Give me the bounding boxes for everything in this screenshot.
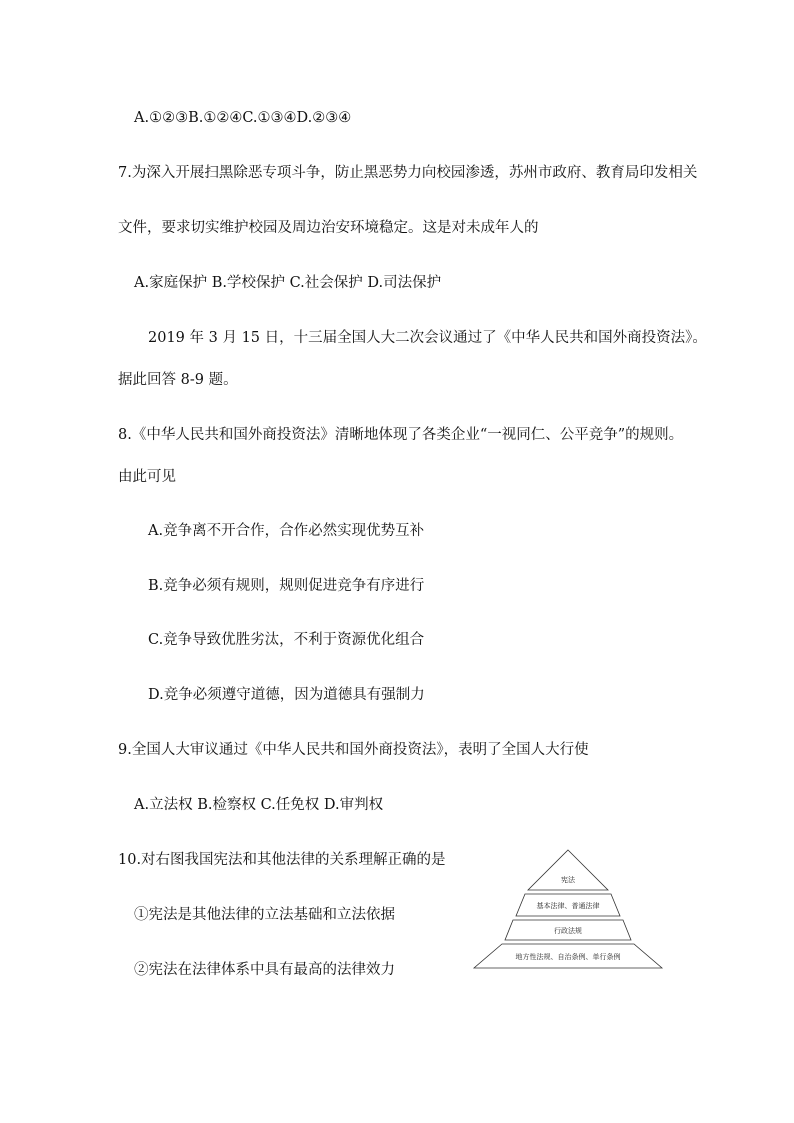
- q8-stem-line2: 由此可见: [118, 469, 176, 485]
- law-hierarchy-pyramid: [470, 848, 666, 972]
- q7-stem-line1: 7.为深入开展扫黑除恶专项斗争，防止黑恶势力向校园渗透，苏州市政府、教育局印发相关: [118, 165, 698, 181]
- pyramid-tier-1: [528, 850, 608, 890]
- material-line1: 2019 年 3 月 15 日，十三届全国人大二次会议通过了《中华人民共和国外商投资法》。: [148, 330, 707, 346]
- q8-option-a: A.竞争离不开合作，合作必然实现优势互补: [148, 523, 425, 539]
- q9-stem: 9.全国人大审议通过《中华人民共和国外商投资法》，表明了全国人大行使: [118, 742, 589, 758]
- q8-stem-line1: 8.《中华人民共和国外商投资法》清晰地体现了各类企业“一视同仁、公平竞争”的规则。: [118, 427, 684, 443]
- q9-options: A.立法权 B.检察权 C.任免权 D.审判权: [134, 797, 384, 813]
- q10-item-2: ②宪法在法律体系中具有最高的法律效力: [134, 962, 395, 978]
- q8-option-b: B.竞争必须有规则，规则促进竞争有序进行: [148, 578, 425, 594]
- pyramid-tier-3-label: 行政法规: [554, 927, 582, 935]
- pyramid-tier-2-label: 基本法律、普通法律: [536, 902, 600, 910]
- q10-stem: 10.对右图我国宪法和其他法律的关系理解正确的是: [118, 852, 446, 868]
- pyramid-tier-4-label: 地方性法规、自治条例、单行条例: [515, 953, 621, 961]
- q8-option-c: C.竞争导致优胜劣汰，不利于资源优化组合: [148, 632, 425, 648]
- pyramid-tier-1-label: 宪法: [561, 876, 575, 884]
- material-line2: 据此回答 8-9 题。: [118, 372, 238, 388]
- q10-item-1: ①宪法是其他法律的立法基础和立法依据: [134, 907, 395, 923]
- q7-stem-line2: 文件，要求切实维护校园及周边治安环境稳定。这是对未成年人的: [118, 220, 539, 236]
- q6-options: A.①②③B.①②④C.①③④D.②③④: [134, 110, 352, 126]
- q8-option-d: D.竞争必须遵守道德，因为道德具有强制力: [148, 687, 425, 703]
- q7-options: A.家庭保护 B.学校保护 C.社会保护 D.司法保护: [134, 275, 442, 291]
